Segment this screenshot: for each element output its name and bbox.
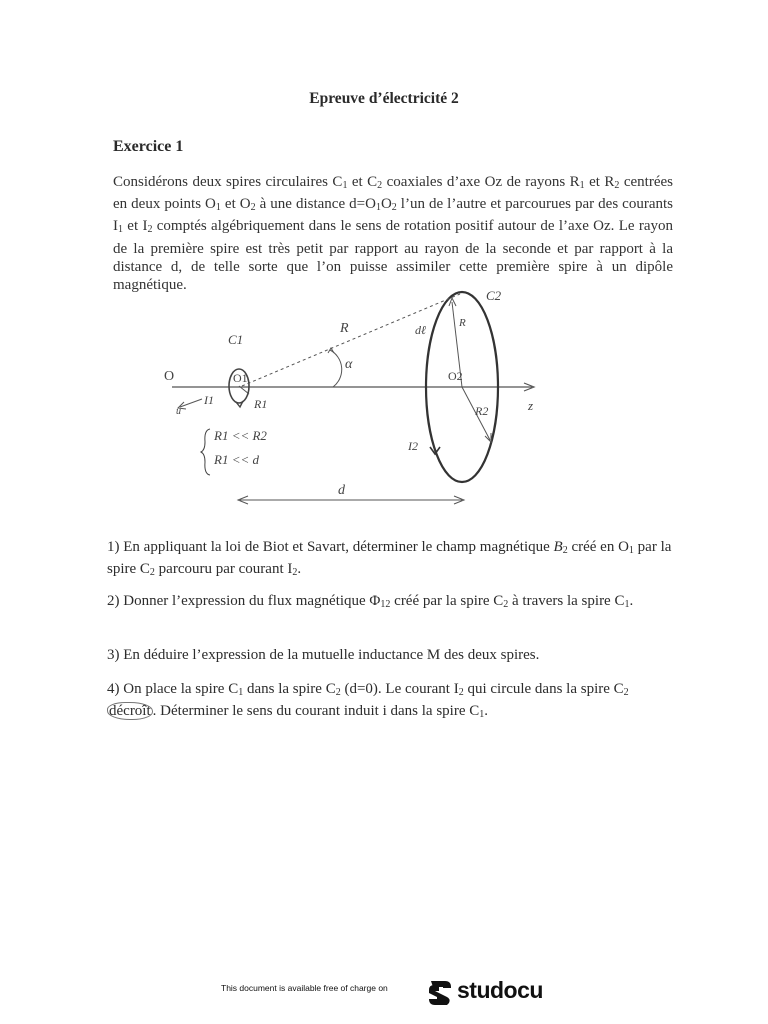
angle-alpha-arc: [330, 350, 342, 387]
exercise-heading: Exercice 1: [113, 138, 184, 155]
condition-2: R1 << d: [214, 452, 259, 467]
document-title: Epreuve d’électricité 2: [309, 90, 459, 107]
footer: [0, 975, 768, 1005]
label-r: R: [340, 321, 349, 336]
exercise-intro: Considérons deux spires circulaires $C_1$ et $C_2$ coaxiales d’axe Oz de rayons $R_1$ et $R_2$ centrées en deux points $O_1$ et $O_2$ à une distance $d=O_1O_2$ l’un de l’autre et parcourues par des courants $I_1$ et $I_2$ comptés algébriquement dans le sens de rotation positif autour de l’axe Oz. Le rayon de la première spire est très petit par rapport au rayon de la seconde et par rapport à la distance d, de telle sorte que l’on puisse assimiler cette première spire à un dipôle magnétique.: [113, 174, 673, 294]
conditions-brace: [201, 429, 210, 475]
question-3: 3) En déduire l’expression de la mutuelle inductance M des deux spires.: [107, 647, 540, 663]
label-o: O: [164, 369, 175, 384]
footer-text: This document is available free of charge on: [221, 983, 388, 993]
label-r2: R2: [475, 404, 489, 418]
studocu-logo-icon: [425, 977, 455, 1005]
label-z: z: [528, 398, 534, 413]
label-o2: O2: [448, 369, 463, 383]
label-dl: dℓ: [415, 323, 426, 337]
question-1: 1) En appliquant la loi de Biot et Savart, déterminer le champ magnétique $B_2$ créé en $O_1$ par la spire $C_2$ parcouru par courant $I_2$.: [107, 539, 672, 579]
label-o1: O1: [233, 371, 248, 385]
studocu-logo-text: studocu: [457, 977, 543, 1003]
question-2: 2) Donner l’expression du flux magnétique $\Phi_{12}$ créé par la spire $C_2$ à travers la spire $C_1$.: [107, 593, 634, 610]
label-c2: C2: [486, 288, 502, 303]
label-alpha: α: [345, 357, 353, 372]
label-i2: I2: [408, 439, 418, 453]
label-i1: I1: [204, 393, 214, 407]
label-u: u: [176, 406, 181, 417]
label-r1: R1: [254, 397, 268, 411]
radius-r2-arrow-icon: [485, 433, 491, 442]
label-handwritten-r: R: [459, 317, 466, 329]
label-d: d: [338, 483, 345, 498]
studocu-logo[interactable]: [425, 977, 555, 1005]
condition-1: R1 << R2: [214, 428, 267, 443]
figure-coaxial-loops: [150, 282, 550, 522]
question-4: 4) On place la spire $C_1$ dans la spire $C_2$ (d=0). Le courant $I_2$ qui circule dans la spire $C_2$ décroît . Déterminer le sens du courant induit i dans la spire $C_1$.: [107, 681, 629, 721]
label-c1: C1: [228, 332, 244, 347]
